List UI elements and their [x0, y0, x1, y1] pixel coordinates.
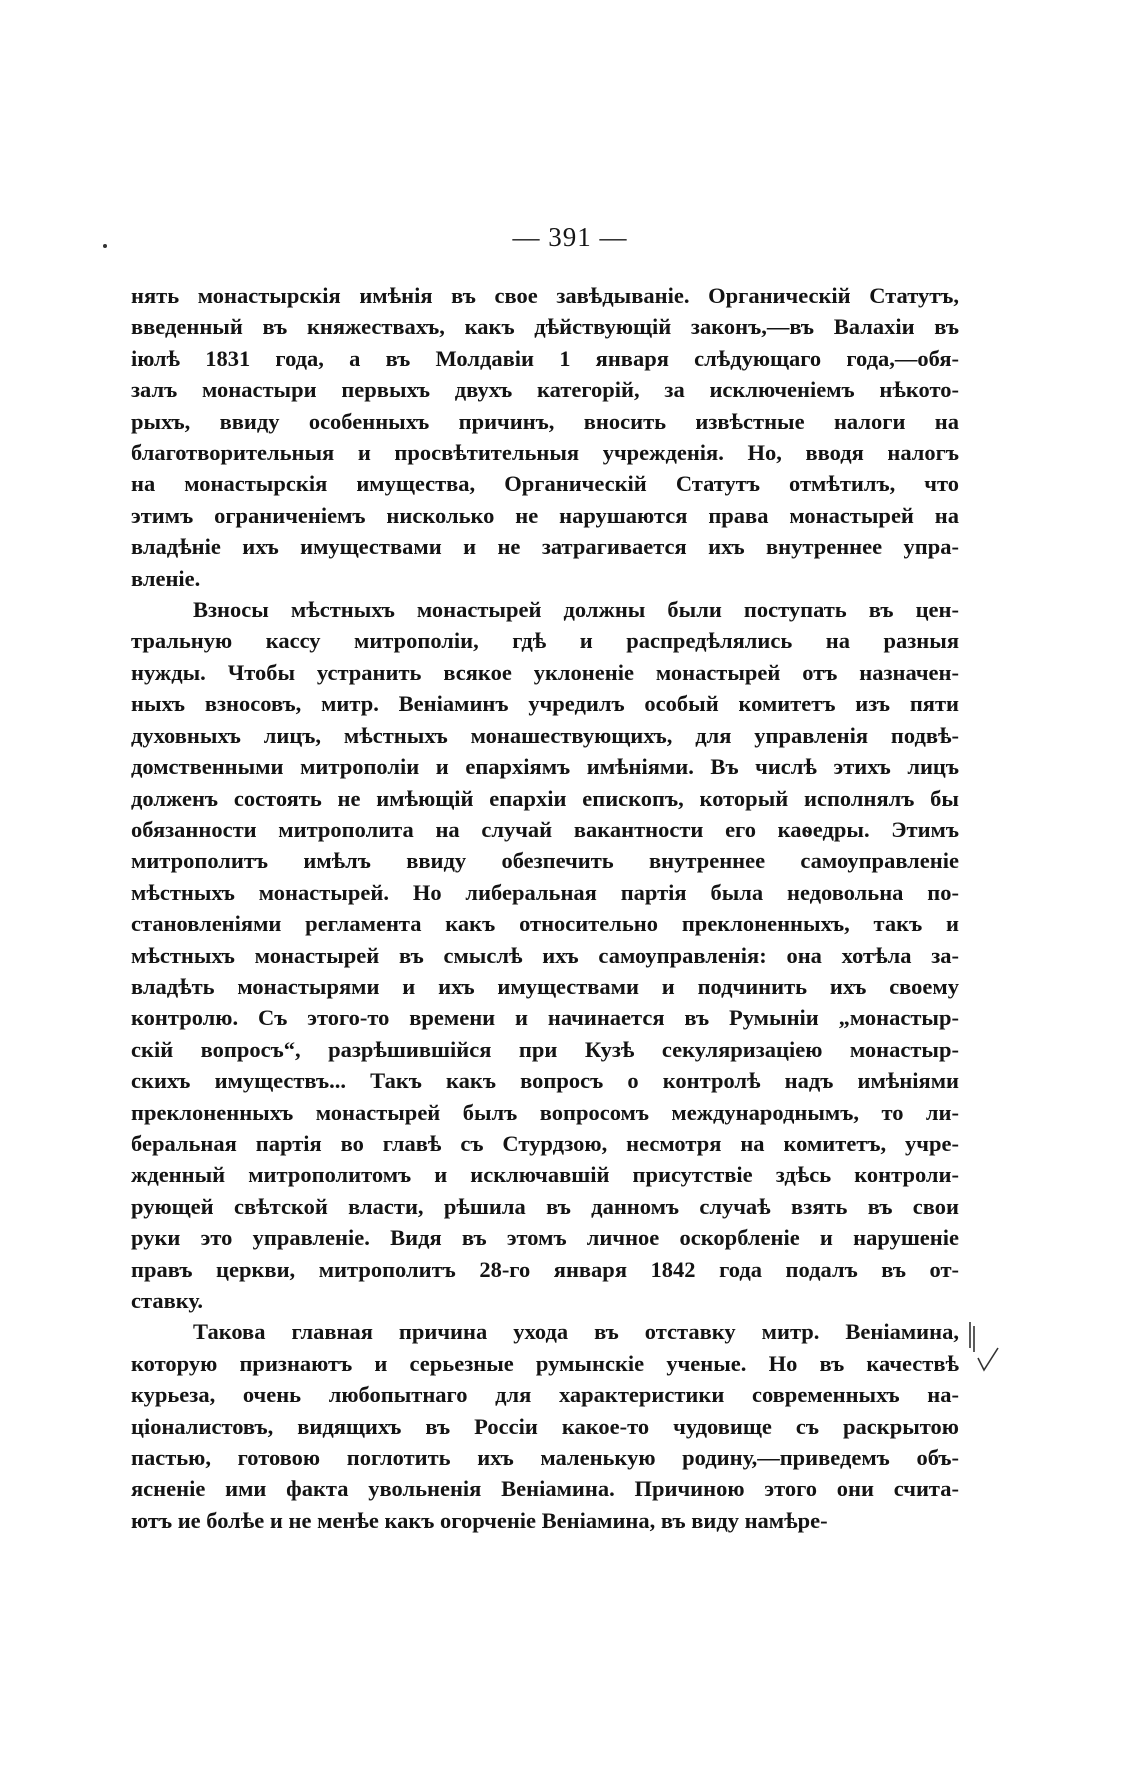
text-line: преклоненныхъ монастырей былъ вопросомъ международнымъ, то ли- — [131, 1099, 959, 1125]
text-line: нужды. Чтобы устранить всякое уклоненіе монастырей отъ назначен- — [131, 659, 959, 685]
text-line: правъ церкви, митрополитъ 28-го января 1842 года подалъ въ от- — [131, 1256, 959, 1282]
margin-checkmark-annotation — [968, 1318, 1008, 1388]
text-line: мѣстныхъ монастырей въ смыслѣ ихъ самоуправленія: она хотѣла за- — [131, 942, 959, 968]
text-line: ясненіе ими факта увольненія Веніамина. Причиною этого они счита- — [131, 1476, 959, 1502]
text-line: долженъ состоять не имѣющій епархіи епископъ, который исполнялъ бы — [131, 785, 959, 811]
text-line: Взносы мѣстныхъ монастырей должны были поступать въ цен- — [193, 597, 959, 623]
paragraph — [131, 1316, 959, 1536]
text-line: мѣстныхъ монастырей. Но либеральная партія была недовольна по- — [131, 879, 959, 905]
text-line: рующей свѣтской власти, рѣшила въ данномъ случаѣ взять въ свои — [131, 1193, 959, 1219]
text-line: владѣть монастырями и ихъ имуществами и подчинить ихъ своему — [131, 973, 959, 999]
text-line: рыхъ, ввиду особенныхъ причинъ, вносить извѣстные налоги на — [131, 408, 959, 434]
text-line: Такова главная причина ухода въ отставку митр. Веніамина, — [193, 1319, 959, 1345]
text-line: ютъ ие болѣе и не менѣе какъ огорченіе Веніамина, въ виду намѣре- — [131, 1507, 828, 1533]
text-line: благотворительныя и просвѣтительныя учрежденія. Но, вводя налогъ — [131, 440, 959, 466]
text-line: скій вопросъ“, разрѣшившійся при Кузѣ секуляризаціею монастыр- — [131, 1036, 959, 1062]
body-text — [131, 280, 959, 1536]
text-line: домственными митрополіи и епархіямъ имѣніями. Въ числѣ этихъ лицъ — [131, 754, 959, 780]
text-line: которую признаютъ и серьезные румынскіе ученые. Но въ качествѣ — [131, 1350, 959, 1376]
text-line: ставку. — [131, 1288, 203, 1313]
text-line: руки это управленіе. Видя въ этомъ личное оскорбленіе и нарушеніе — [131, 1225, 959, 1251]
text-line: курьеза, очень любопытнаго для характеристики современныхъ на- — [131, 1382, 959, 1408]
text-line: вленіе. — [131, 565, 201, 591]
paragraph — [131, 280, 959, 594]
text-line: митрополитъ имѣлъ ввиду обезпечить внутреннее самоуправленіе — [131, 848, 959, 874]
text-line: жденный митрополитомъ и исключавшій присутствіе здѣсь контроли- — [131, 1162, 959, 1188]
text-line: духовныхъ лицъ, мѣстныхъ монашествующихъ, для управленія подвѣ- — [131, 722, 959, 748]
text-line: беральная партія во главѣ съ Стурдзою, несмотря на комитетъ, учре- — [131, 1130, 959, 1156]
text-line: нять монастырскія имѣнія въ свое завѣдываніе. Органическій Статутъ, — [131, 283, 959, 308]
text-line: пастью, готовою поглотить ихъ маленькую родину,—приведемъ объ- — [131, 1445, 959, 1471]
text-line: тральную кассу митрополіи, гдѣ и распредѣлялись на разныя — [131, 628, 959, 654]
text-line: скихъ имуществъ... Такъ какъ вопросъ о контролѣ надъ имѣніями — [131, 1068, 959, 1094]
text-line: контролю. Съ этого-то времени и начинается въ Румыніи „монастыр- — [131, 1005, 959, 1031]
paragraph — [131, 594, 959, 1316]
text-line: становленіями регламента какъ относительно преклоненныхъ, такъ и — [131, 911, 959, 937]
text-line: ныхъ взносовъ, митр. Веніаминъ учредилъ особый комитетъ изъ пяти — [131, 691, 959, 717]
text-line: іюлѣ 1831 года, а въ Молдавіи 1 января слѣдующаго года,—обя- — [131, 345, 959, 371]
text-line: залъ монастыри первыхъ двухъ категорій, за исключеніемъ нѣкото- — [131, 377, 959, 403]
text-line: обязанности митрополита на случай вакантности его каѳедры. Этимъ — [131, 816, 959, 842]
text-line: этимъ ограниченіемъ нисколько не нарушаются права монастырей на — [131, 502, 959, 528]
text-line: владѣніе ихъ имуществами и не затрагивается ихъ внутреннее упра- — [131, 534, 959, 560]
text-line: на монастырскія имущества, Органическій Статутъ отмѣтилъ, что — [131, 471, 959, 497]
text-line: ціоналистовъ, видящихъ въ Россіи какое-то чудовище съ раскрытою — [131, 1413, 959, 1439]
text-line: введенный въ княжествахъ, какъ дѣйствующій законъ,—въ Валахіи въ — [131, 314, 959, 340]
page-number: — 391 — — [512, 222, 628, 252]
